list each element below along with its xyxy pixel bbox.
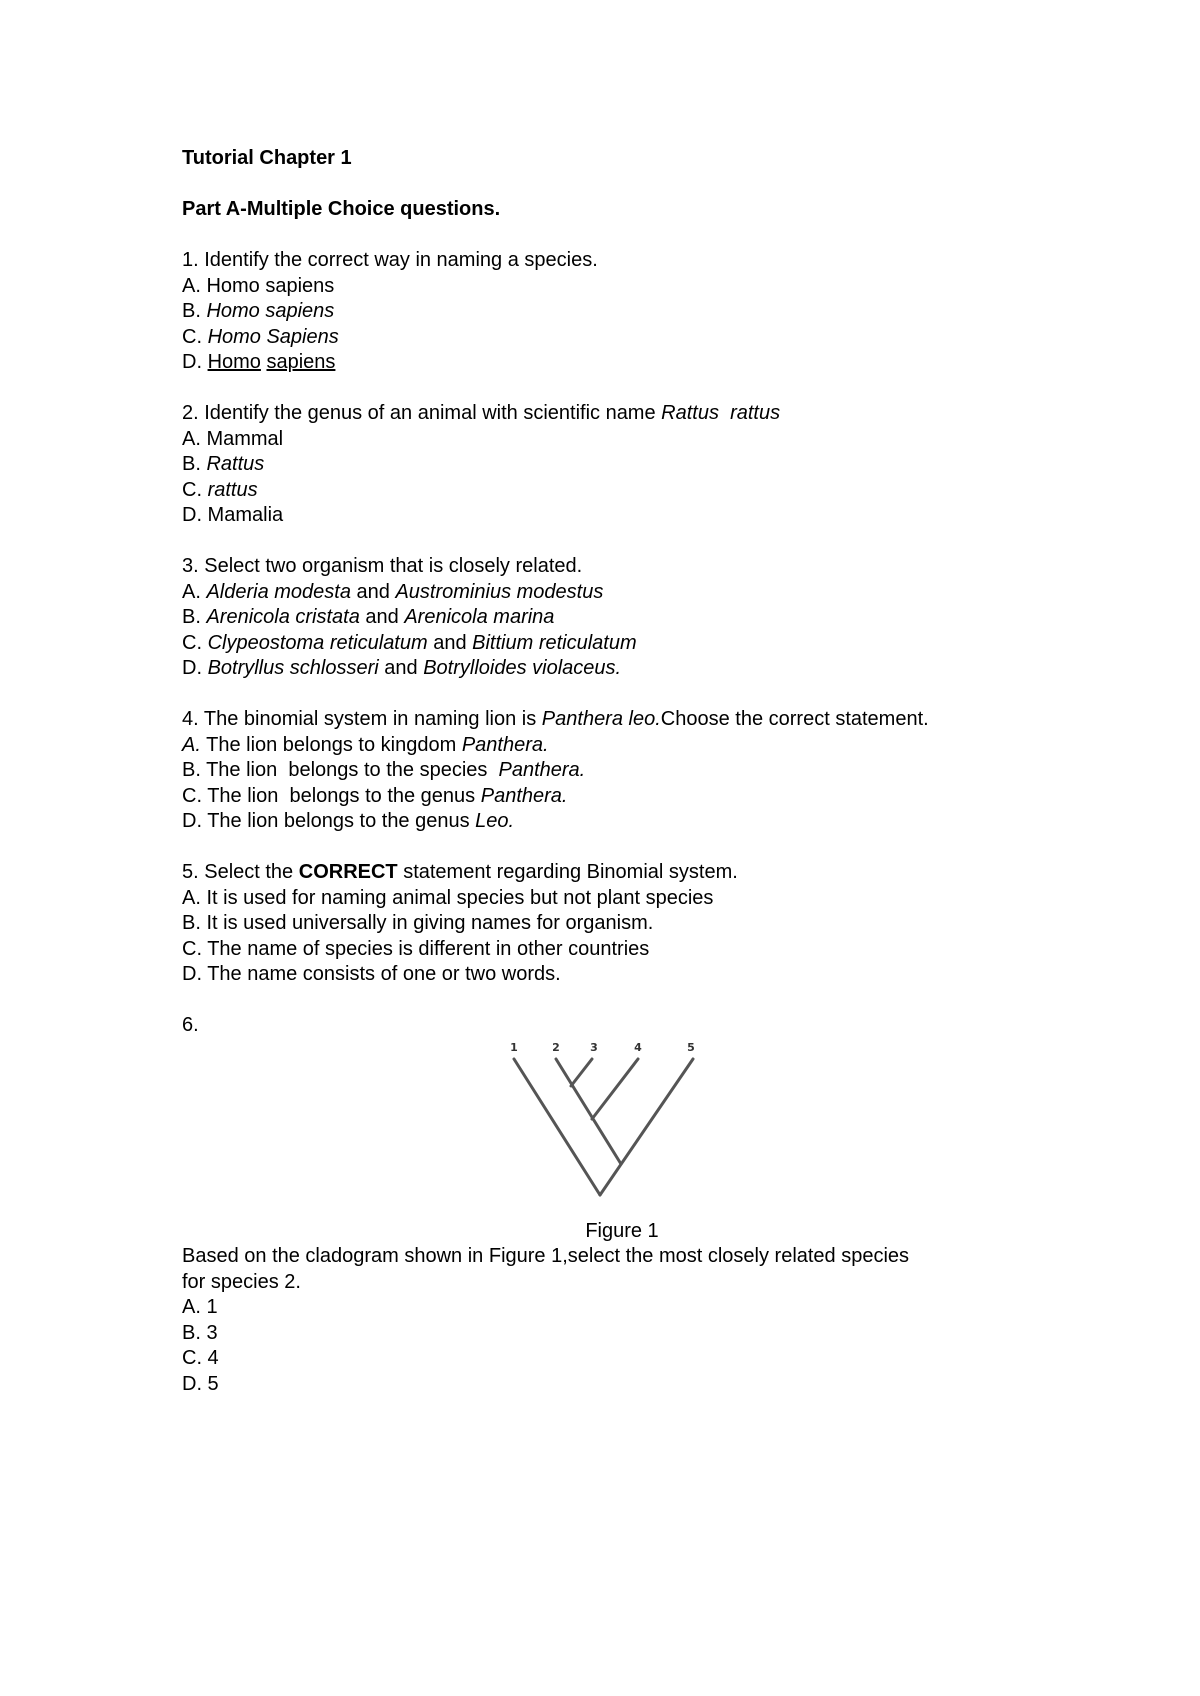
option-letter: B. bbox=[182, 300, 207, 322]
question-6-stem-line-2: for species 2. bbox=[182, 1270, 301, 1293]
species-name-2: Botrylloides violaceus bbox=[423, 657, 616, 679]
option-name: Panthera. bbox=[480, 784, 568, 807]
genus-name: Homo bbox=[207, 351, 261, 373]
species-label-4: 4 bbox=[634, 1040, 642, 1054]
question-1-option-d bbox=[182, 350, 1062, 376]
species-name-1: Botryllus schlosseri bbox=[207, 657, 379, 679]
option-letter: A. bbox=[182, 733, 201, 756]
emphasis: CORRECT bbox=[298, 861, 398, 883]
species-label-1: 1 bbox=[510, 1040, 518, 1054]
question-6-stem-line-1: Based on the cladogram shown in Figure 1,select the most closely related species bbox=[182, 1245, 910, 1267]
question-4-option-b bbox=[182, 758, 1062, 784]
scientific-name: Panthera leo. bbox=[541, 708, 661, 730]
question-5-option-b: B. It is used universally in giving names for organism. bbox=[182, 912, 654, 934]
species-label-2: 2 bbox=[552, 1040, 560, 1054]
option-name: Panthera. bbox=[498, 759, 586, 781]
question-3-option-c bbox=[182, 631, 1062, 657]
question-3-option-a bbox=[182, 580, 1062, 606]
species-name-2: Austrominius modestus bbox=[395, 580, 604, 603]
spacer bbox=[182, 682, 1062, 708]
branch-5 bbox=[600, 1059, 693, 1195]
question-1-option-a: A. Homo sapiens bbox=[182, 274, 335, 297]
question-4-option-c bbox=[182, 784, 1062, 810]
option-text: C. The lion belongs to the genus bbox=[182, 784, 481, 807]
species-epithet: sapiens bbox=[266, 351, 336, 373]
option-text: D. The lion belongs to the genus bbox=[182, 810, 476, 832]
question-1-stem: 1. Identify the correct way in naming a species. bbox=[182, 249, 598, 271]
spacer bbox=[182, 172, 1062, 198]
question-2-stem bbox=[182, 401, 1062, 427]
branch-2 bbox=[556, 1059, 621, 1164]
spacer bbox=[182, 988, 1062, 1014]
scientific-name: Rattus rattus bbox=[661, 402, 781, 424]
species-label-3: 3 bbox=[590, 1040, 598, 1054]
species-name-2: Arenicola marina bbox=[404, 606, 555, 628]
question-6-option-a: A. 1 bbox=[182, 1296, 218, 1318]
stem-text: 4. The binomial system in naming lion is bbox=[182, 708, 542, 730]
stem-text: 5. Select the bbox=[182, 861, 299, 883]
option-letter: C. bbox=[182, 478, 208, 501]
option-letter: B. bbox=[182, 606, 207, 628]
species-name-1: Clypeostoma reticulatum bbox=[207, 631, 428, 654]
conjunction: and bbox=[359, 606, 405, 628]
stem-suffix: statement regarding Binomial system. bbox=[397, 861, 738, 883]
option-letter: D. bbox=[182, 657, 208, 679]
question-6-option-c: C. 4 bbox=[182, 1347, 219, 1369]
period: . bbox=[615, 657, 622, 679]
branch-4 bbox=[592, 1059, 638, 1119]
option-letter: C. bbox=[182, 325, 208, 348]
question-5-option-a: A. It is used for naming animal species but not plant species bbox=[182, 886, 714, 909]
spacer bbox=[182, 529, 1062, 555]
question-6-option-d: D. 5 bbox=[182, 1372, 219, 1395]
question-5-option-c: C. The name of species is different in other countries bbox=[182, 937, 650, 960]
question-1-option-b bbox=[182, 299, 1062, 325]
branch-3 bbox=[571, 1059, 592, 1086]
stem-suffix: Choose the correct statement. bbox=[660, 708, 929, 730]
question-6-option-b: B. 3 bbox=[182, 1321, 218, 1344]
species-name-1: Alderia modesta bbox=[206, 580, 351, 603]
conjunction: and bbox=[378, 657, 424, 679]
figure-1 bbox=[182, 1039, 1062, 1219]
question-2-option-d: D. Mamalia bbox=[182, 504, 284, 526]
species-name-2: Bittium reticulatum bbox=[472, 631, 637, 654]
option-name: rattus bbox=[207, 478, 258, 501]
spacer bbox=[182, 835, 1062, 861]
spacer bbox=[182, 223, 1062, 249]
species-name: Homo sapiens bbox=[206, 300, 335, 322]
spacer bbox=[182, 376, 1062, 402]
cladogram bbox=[510, 1039, 720, 1204]
question-2-option-b bbox=[182, 452, 1062, 478]
question-4-option-d bbox=[182, 809, 1062, 835]
question-5-stem bbox=[182, 860, 1062, 886]
question-2-option-c bbox=[182, 478, 1062, 504]
question-4-option-a bbox=[182, 733, 1062, 759]
option-name: Panthera. bbox=[461, 733, 549, 756]
option-letter: C. bbox=[182, 631, 208, 654]
figure-caption: Figure 1 bbox=[585, 1219, 659, 1242]
option-name: Leo. bbox=[475, 810, 515, 832]
question-6-number: 6. bbox=[182, 1014, 199, 1036]
document-page bbox=[182, 146, 1062, 1397]
question-3-option-d bbox=[182, 656, 1062, 682]
conjunction: and bbox=[350, 580, 396, 603]
option-letter: A. bbox=[182, 580, 207, 603]
question-2-option-a: A. Mammal bbox=[182, 427, 284, 450]
branch-1 bbox=[514, 1059, 600, 1195]
document-title: Tutorial Chapter 1 bbox=[182, 147, 352, 169]
option-text: B. The lion belongs to the species bbox=[182, 759, 499, 781]
question-5-option-d: D. The name consists of one or two words. bbox=[182, 963, 561, 985]
conjunction: and bbox=[427, 631, 473, 654]
part-heading: Part A-Multiple Choice questions. bbox=[182, 198, 501, 220]
stem-text: 2. Identify the genus of an animal with scientific name bbox=[182, 402, 662, 424]
species-name: Homo Sapiens bbox=[207, 325, 339, 348]
question-1-option-c bbox=[182, 325, 1062, 351]
question-3-stem: 3. Select two organism that is closely related. bbox=[182, 555, 583, 577]
question-3-option-b bbox=[182, 605, 1062, 631]
option-name: Rattus bbox=[206, 453, 265, 475]
option-letter: D. bbox=[182, 351, 208, 373]
option-letter: B. bbox=[182, 453, 207, 475]
question-4-stem bbox=[182, 707, 1062, 733]
species-label-5: 5 bbox=[687, 1040, 695, 1054]
species-name-1: Arenicola cristata bbox=[206, 606, 360, 628]
option-text: The lion belongs to kingdom bbox=[200, 733, 462, 756]
